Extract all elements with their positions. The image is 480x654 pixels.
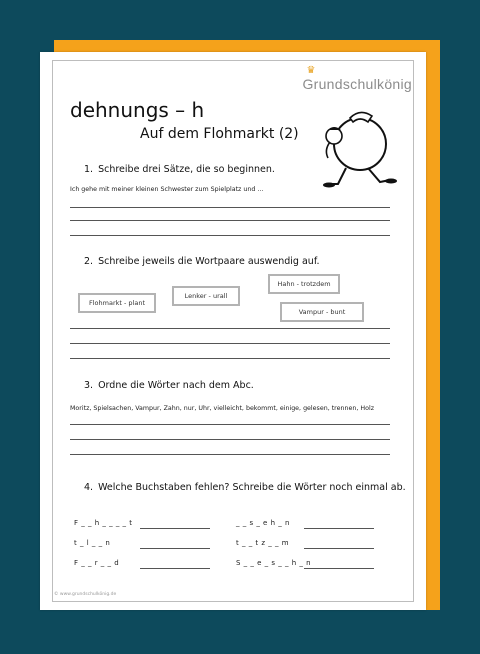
crown-icon: ♛ (306, 65, 316, 76)
mascot-with-sack-illustration (320, 106, 400, 190)
word-pair-card: Hahn - trotzdem (268, 274, 340, 294)
gap-word: F _ _ r _ _ d (74, 559, 120, 567)
worksheet-subtitle: Auf dem Flohmarkt (2) (140, 126, 299, 142)
answer-line[interactable] (140, 548, 210, 549)
writing-line[interactable] (70, 358, 390, 359)
worksheet (40, 52, 426, 610)
writing-line[interactable] (70, 235, 390, 236)
writing-line[interactable] (70, 207, 390, 208)
writing-line[interactable] (70, 439, 390, 440)
writing-line[interactable] (70, 424, 390, 425)
task-1-prompt: Ich gehe mit meiner kleinen Schwester zum Spielplatz und … (70, 186, 264, 193)
gap-word: S _ _ e _ s _ _ h _ n (236, 559, 312, 567)
word-pair-card: Flohmarkt - plant (78, 293, 156, 313)
answer-line[interactable] (304, 548, 374, 549)
worksheet-title: dehnungs – h (70, 98, 205, 122)
task-4-heading: 4. Welche Buchstaben fehlen? Schreibe die Wörter noch einmal ab. (84, 482, 406, 493)
task-1-heading: 1. Schreibe drei Sätze, die so beginnen. (84, 164, 275, 175)
gap-word: F _ _ h _ _ _ _ t (74, 519, 133, 527)
footer-copyright: © www.grundschulkönig.de (54, 592, 117, 597)
gap-word: t _ l _ _ n (74, 539, 111, 547)
brand-name: Grundschulkönig (302, 76, 412, 92)
writing-line[interactable] (70, 454, 390, 455)
answer-line[interactable] (140, 568, 210, 569)
brand-logo (302, 65, 412, 92)
writing-line[interactable] (70, 328, 390, 329)
gap-word: t _ _ t z _ _ m (236, 539, 290, 547)
task-2-heading: 2. Schreibe jeweils die Wortpaare auswendig auf. (84, 256, 320, 267)
answer-line[interactable] (304, 568, 374, 569)
word-pair-card: Vampur - bunt (280, 302, 364, 322)
answer-line[interactable] (304, 528, 374, 529)
answer-line[interactable] (140, 528, 210, 529)
writing-line[interactable] (70, 343, 390, 344)
word-pair-card: Lenker - urall (172, 286, 240, 306)
task-3-heading: 3. Ordne die Wörter nach dem Abc. (84, 380, 254, 391)
writing-line[interactable] (70, 220, 390, 221)
gap-word: _ _ s _ e h _ n (236, 519, 290, 527)
task-3-word-list: Moritz, Spielsachen, Vampur, Zahn, nur, Uhr, vielleicht, bekommt, einige, gelesen, trennen, Holz (70, 405, 374, 412)
